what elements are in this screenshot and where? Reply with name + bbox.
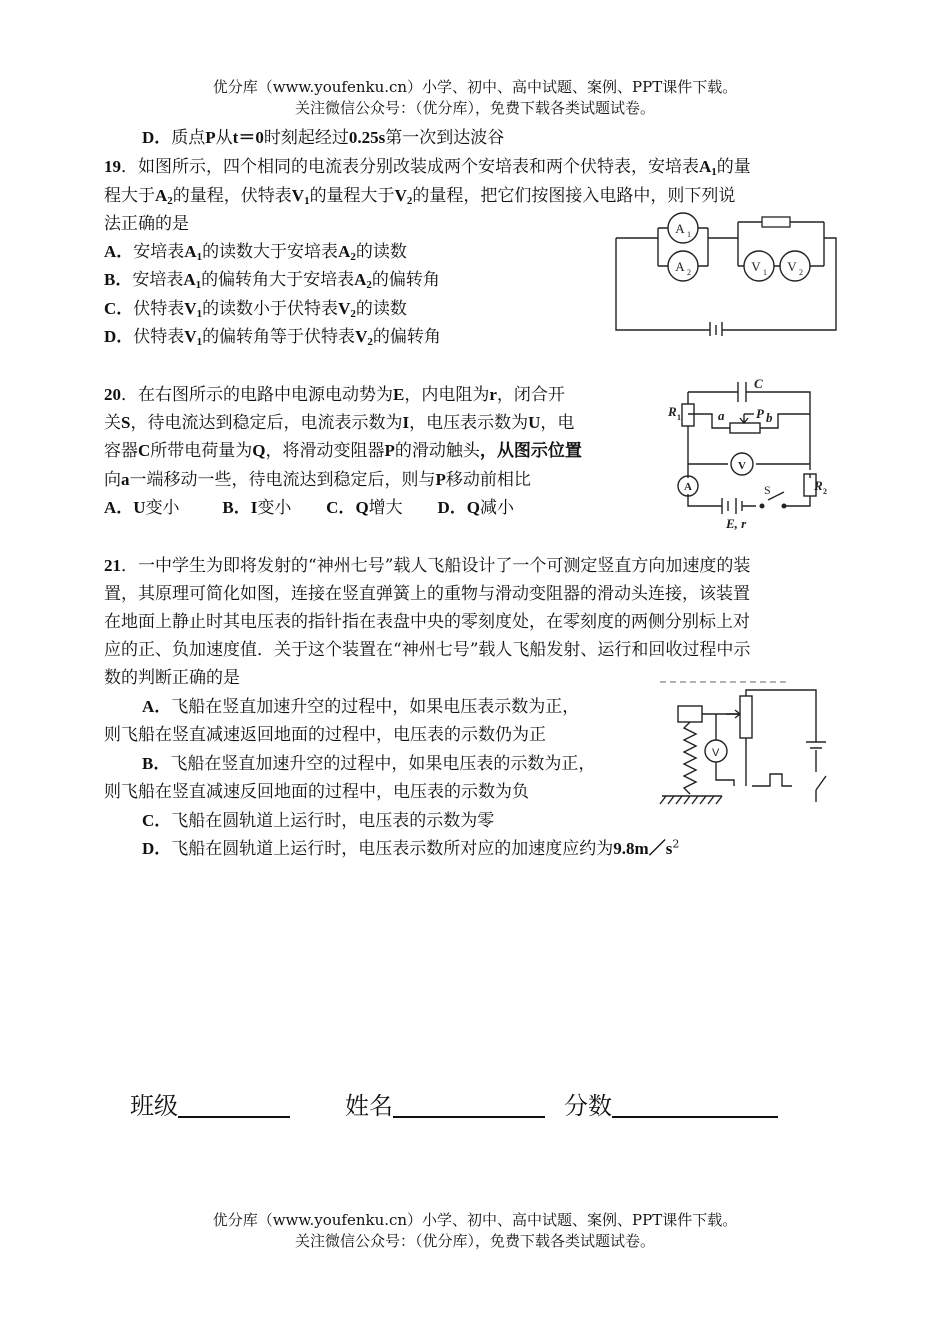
q21-rheostat [740, 696, 752, 738]
q20-stem-line-4: 向a一端移动一些，待电流达到稳定后，则与P移动前相比 [104, 470, 531, 490]
q19-a1-sub: 1 [687, 230, 691, 239]
name-field[interactable]: 姓名 [345, 1086, 545, 1121]
q19-v2-sub: 2 [799, 268, 803, 277]
q21-stem-line-4: 应的正、负加速度值．关于这个装置在“神州七号”载人飞船发射、运行和回收过程中示 [104, 640, 751, 660]
q20-c-label: C [754, 376, 763, 391]
q20-a-meter-label: A [684, 481, 692, 493]
q21-option-a-line-2: 则飞船在竖直减速返回地面的过程中，电压表的示数仍为正 [104, 725, 546, 745]
score-field[interactable]: 分数 [564, 1086, 778, 1121]
q19-stem-line-2: 程大于$A_2$的量程，伏特表$V_1$的量程大于$V_2$的量程，把它们按图接入电路中，则下列说 [104, 186, 736, 207]
q20-b-label: b [766, 410, 773, 425]
q21-battery [806, 742, 826, 748]
q21-v-label: V [712, 747, 720, 759]
q19-option-a: A．安培表$A_1$的读数大于安培表$A_2$的读数 [104, 242, 407, 263]
q21-stem-line-5: 数的判断正确的是 [104, 668, 240, 688]
q21-option-d: D．飞船在圆轨道上运行时，电压表示数所对应的加速度应约为$9.8m/s^2$ [142, 837, 680, 859]
q19-a2-label: A [675, 259, 685, 274]
q20-slider-arrow [740, 414, 748, 423]
q20-wires [688, 392, 810, 506]
q20-switch-node-2 [782, 504, 786, 508]
q20-s-label: S [764, 483, 771, 497]
q20-a-label: a [718, 408, 725, 423]
q20-battery [722, 498, 742, 514]
q20-resistor-r1 [682, 404, 694, 426]
q21-stem-line-2: 置，其原理可简化如图，连接在竖直弹簧上的重物与滑动变阻器的滑动头连接，该装置 [104, 584, 750, 604]
q21-option-b-line-2: 则飞船在竖直减速反回地面的过程中，电压表的示数为负 [104, 782, 529, 802]
q20-r1-sub: 1 [677, 413, 681, 422]
q20-stem-line-1: 20．在右图所示的电路中电源电动势为E，内电阻为r，闭合开 [104, 385, 565, 405]
header-line-1: 优分库（www.youfenku.cn）小学、初中、高中试题、案例、PPT课件下载。 [212, 78, 738, 96]
q19-wire-left [616, 238, 836, 330]
footer-line-2: 关注微信公众号：（优分库），免费下载各类试题试卷。 [294, 1232, 655, 1250]
q20-r1-label: R [668, 404, 677, 419]
q21-right-circuit [746, 690, 816, 802]
q20-p-label: P [756, 406, 764, 421]
q20-switch-node [760, 504, 764, 508]
q19-stem-line-3: 法正确的是 [104, 214, 189, 234]
q20-stem-line-3: 容器C所带电荷量为Q，将滑动变阻器P的滑动触头，从图示位置 [104, 441, 582, 461]
q21-spring [684, 722, 696, 794]
q21-link [702, 714, 740, 786]
q18-option-d: D．质点P从t＝0时刻起经过0.25s第一次到达波谷 [142, 128, 505, 148]
q19-option-d: D．伏特表$V_1$的偏转角等于伏特表$V_2$的偏转角 [104, 327, 441, 348]
q19-option-c: C．伏特表$V_1$的读数小于伏特表$V_2$的读数 [104, 299, 407, 320]
q19-circuit-diagram [612, 208, 848, 336]
q21-stem-line-1: 21．一中学生为即将发射的“神州七号”载人飞船设计了一个可测定竖直方向加速度的装 [104, 556, 751, 576]
class-field[interactable]: 班级 [130, 1086, 290, 1121]
q21-mass-block [678, 706, 702, 722]
q20-stem-line-2: 关S，待电流达到稳定后，电流表示数为I，电压表示数为U，电 [104, 413, 575, 433]
q20-v-label: V [738, 460, 746, 472]
footer-line-1: 优分库（www.youfenku.cn）小学、初中、高中试题、案例、PPT课件下载。 [212, 1211, 738, 1229]
q19-v1-label: V [751, 259, 761, 274]
q19-resistor [762, 217, 790, 227]
header-line-2: 关注微信公众号：（优分库），免费下载各类试题试卷。 [294, 99, 655, 117]
q20-r2-label: R [814, 478, 823, 493]
q19-v2-label: V [787, 259, 797, 274]
q19-stem-line-1: 19．如图所示，四个相同的电流表分别改装成两个安培表和两个伏特表，安培表$A_1$的量 [104, 157, 751, 178]
q21-option-c: C．飞船在圆轨道上运行时，电压表的示数为零 [142, 811, 495, 831]
q20-options: A．U变小 B．I变小 C．Q增大 D．Q减小 [104, 498, 514, 518]
q19-a2-sub: 2 [687, 268, 691, 277]
q19-option-b: B．安培表$A_1$的偏转角大于安培表$A_2$的偏转角 [104, 270, 440, 291]
q20-capacitor [738, 382, 746, 402]
q20-rheostat [730, 423, 760, 433]
q21-accelerometer-diagram [656, 674, 842, 814]
q20-r2-sub: 2 [823, 487, 827, 496]
q20-circuit-diagram [664, 374, 840, 534]
q21-ground-hatch [660, 796, 722, 804]
q21-switch [816, 776, 826, 790]
q19-v1-sub: 1 [763, 268, 767, 277]
q19-a1-label: A [675, 221, 685, 236]
q19-battery [710, 322, 722, 336]
q21-stem-line-3: 在地面上静止时其电压表的指针指在表盘中央的零刻度处，在零刻度的两侧分别标上对 [104, 612, 750, 632]
q20-er-label: E, r [726, 516, 747, 531]
q21-slider-arrow [726, 710, 740, 718]
q21-option-a-line-1: A．飞船在竖直加速升空的过程中，如果电压表示数为正， [142, 697, 580, 717]
q21-option-b-line-1: B．飞船在竖直加速升空的过程中，如果电压表的示数为正， [142, 754, 596, 774]
